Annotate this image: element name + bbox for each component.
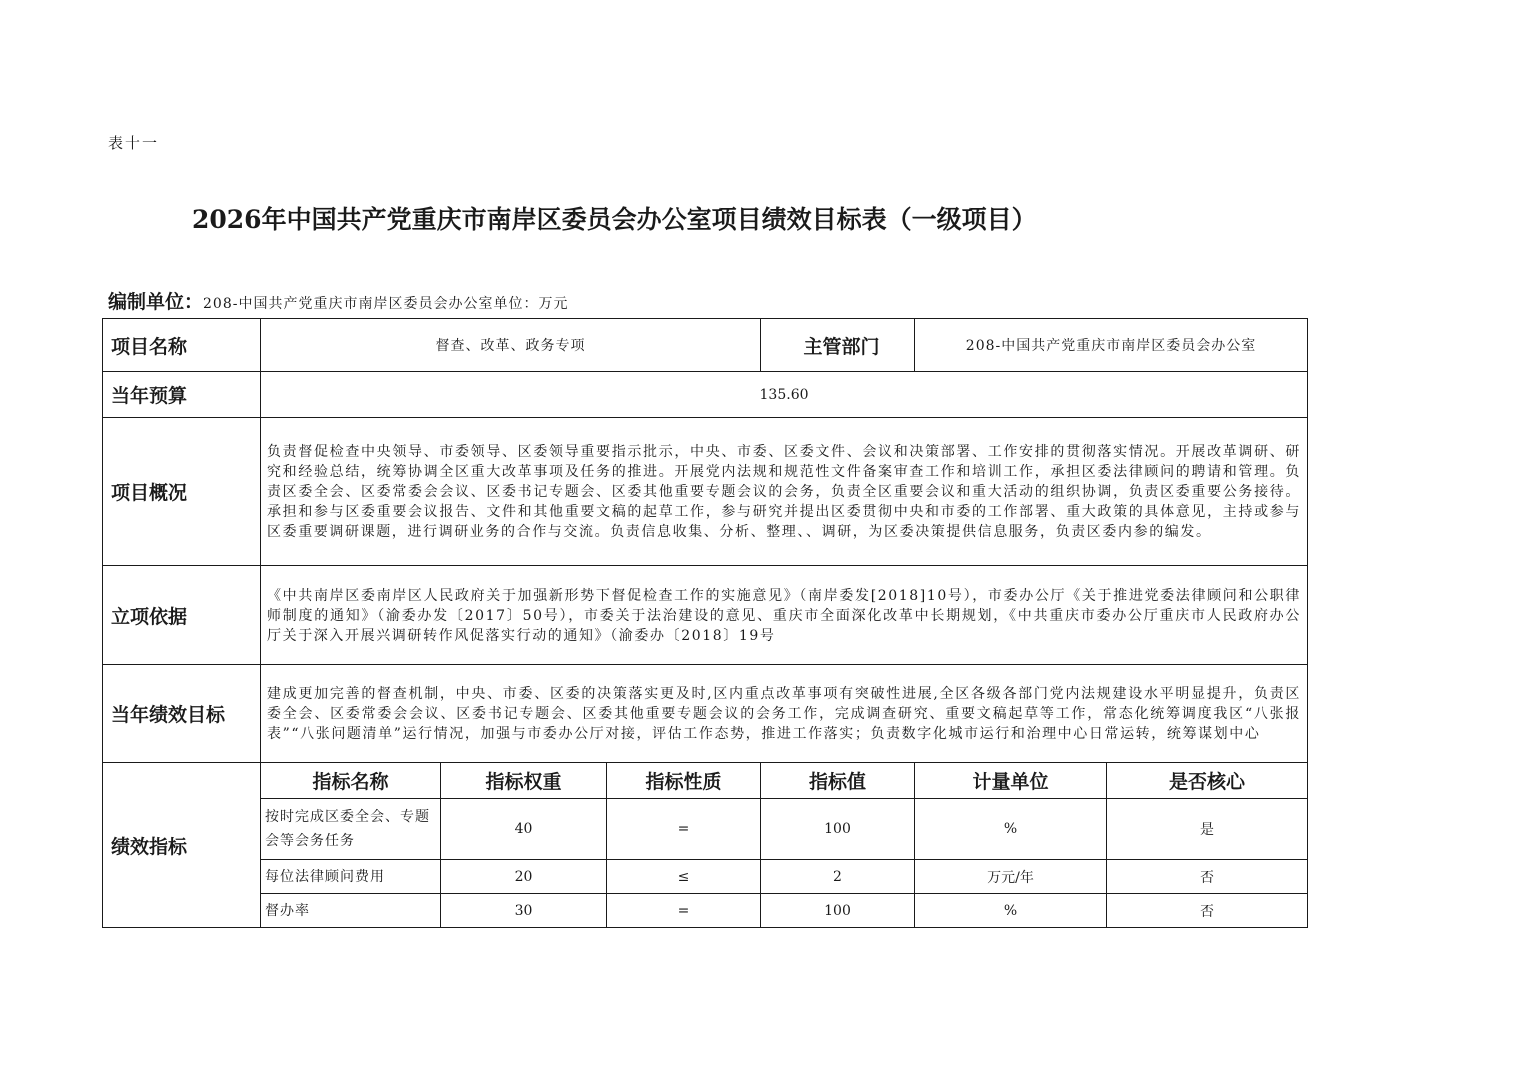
row-budget	[103, 372, 1308, 418]
header-is-core: 是否核心	[1107, 763, 1308, 799]
indicator-name: 每位法律顾问费用	[261, 860, 441, 894]
overview-label: 项目概况	[103, 418, 261, 566]
compile-unit-key: 编制单位：	[108, 291, 204, 313]
row-overview	[103, 418, 1308, 566]
project-name-value: 督查、改革、政务专项	[261, 319, 761, 372]
indicator-nature: =	[607, 799, 761, 860]
indicator-row	[103, 894, 1308, 928]
indicator-row	[103, 799, 1308, 860]
indicator-core: 是	[1107, 799, 1308, 860]
header-indicator-name: 指标名称	[261, 763, 441, 799]
indicator-core: 否	[1107, 894, 1308, 928]
header-indicator-weight: 指标权重	[441, 763, 607, 799]
header-measure-unit: 计量单位	[915, 763, 1107, 799]
dept-label: 主管部门	[761, 319, 915, 372]
indicator-header-row	[103, 763, 1308, 799]
performance-target-table	[102, 318, 1308, 928]
row-project-name	[103, 319, 1308, 372]
indicator-unit: %	[915, 799, 1107, 860]
indicator-nature: ≤	[607, 860, 761, 894]
indicator-row	[103, 860, 1308, 894]
row-annual-goal	[103, 665, 1308, 763]
basis-text: 《中共南岸区委南岸区人民政府关于加强新形势下督促检查工作的实施意见》（南岸委发[2018]10号），市委办公厅《关于推进党委法律顾问和公职律师制度的通知》（渝委办发〔2017〕50号），市委关于法治建设的意见、重庆市全面深化改革中长期规划，《中共重庆市委办公厅重庆市人民政府办公厅关于深入开展兴调研转作风促落实行动的通知》（渝委办〔2018〕19号	[261, 566, 1308, 665]
indicator-weight: 20	[441, 860, 607, 894]
compile-unit-line	[108, 287, 568, 314]
basis-label: 立项依据	[103, 566, 261, 665]
document-title: 2026年中国共产党重庆市南岸区委员会办公室项目绩效目标表（一级项目）	[192, 205, 1037, 234]
indicators-label: 绩效指标	[103, 763, 261, 928]
indicator-name: 按时完成区委全会、专题会等会务任务	[261, 799, 441, 860]
header-indicator-nature: 指标性质	[607, 763, 761, 799]
indicator-unit: %	[915, 894, 1107, 928]
indicator-value: 2	[761, 860, 915, 894]
budget-label: 当年预算	[103, 372, 261, 418]
indicator-name: 督办率	[261, 894, 441, 928]
header-indicator-value: 指标值	[761, 763, 915, 799]
compile-unit-value: 208-中国共产党重庆市南岸区委员会办公室单位：万元	[203, 296, 569, 312]
indicator-weight: 30	[441, 894, 607, 928]
indicator-weight: 40	[441, 799, 607, 860]
project-name-label: 项目名称	[103, 319, 261, 372]
budget-value: 135.60	[261, 372, 1308, 418]
annual-goal-label: 当年绩效目标	[103, 665, 261, 763]
annual-goal-text: 建成更加完善的督查机制，中央、市委、区委的决策落实更及时,区内重点改革事项有突破性进展,全区各级各部门党内法规建设水平明显提升，负责区委全会、区委常委会会议、区委书记专题会、区委其他重要专题会议的会务工作，完成调查研究、重要文稿起草等工作，常态化统筹调度我区“八张报表”“八张问题清单”运行情况，加强与市委办公厅对接，评估工作态势，推进工作落实；负责数字化城市运行和治理中心日常运转，统筹谋划中心	[261, 665, 1308, 763]
table-label: 表十一	[108, 134, 160, 152]
indicator-core: 否	[1107, 860, 1308, 894]
overview-text: 负责督促检查中央领导、市委领导、区委领导重要指示批示，中央、市委、区委文件、会议和决策部署、工作安排的贯彻落实情况。开展改革调研、研究和经验总结，统筹协调全区重大改革事项及任务的推进。开展党内法规和规范性文件备案审查工作和培训工作，承担区委法律顾问的聘请和管理。负责区委全会、区委常委会会议、区委书记专题会、区委其他重要专题会议的会务，负责全区重要会议和重大活动的组织协调，负责区委重要公务接待。承担和参与区委重要会议报告、文件和其他重要文稿的起草工作，参与研究并提出区委贯彻中央和市委的工作部署、重大政策的具体意见，主持或参与区委重要调研课题，进行调研业务的合作与交流。负责信息收集、分析、整理、、调研，为区委决策提供信息服务，负责区委内参的编发。	[261, 418, 1308, 566]
indicator-value: 100	[761, 894, 915, 928]
indicator-value: 100	[761, 799, 915, 860]
dept-value: 208-中国共产党重庆市南岸区委员会办公室	[915, 319, 1308, 372]
indicator-nature: =	[607, 894, 761, 928]
indicator-unit: 万元/年	[915, 860, 1107, 894]
row-basis	[103, 566, 1308, 665]
